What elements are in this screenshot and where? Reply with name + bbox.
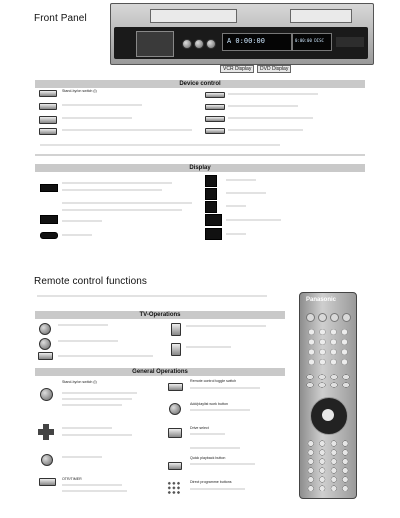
tape-slot (150, 9, 237, 23)
front-panel-image (110, 3, 372, 63)
remote-control-image (299, 292, 357, 499)
symbol-icon (205, 228, 222, 240)
text-line (62, 456, 102, 458)
text-line (226, 233, 246, 235)
otr-timer-label: OTR/TIMER (62, 477, 82, 481)
text-line (228, 93, 318, 95)
divider (35, 154, 365, 156)
text-line (190, 447, 240, 449)
text-line (226, 192, 266, 194)
symbol-icon (205, 188, 217, 200)
device-control-header: Device control (35, 80, 365, 88)
remote-enter-key (322, 409, 334, 421)
text-line (190, 433, 225, 435)
remote-key (330, 313, 339, 322)
disc-tray (290, 9, 352, 23)
toggle-switch-icon (168, 383, 183, 391)
remote-key (318, 313, 327, 322)
add-button-icon (169, 403, 181, 415)
drive-select-label: Drive select (190, 426, 209, 430)
remote-brand: Panasonic (306, 297, 337, 303)
right-controls (336, 37, 364, 47)
intro-text-line (37, 295, 267, 297)
text-line (62, 392, 137, 394)
left-button-cluster (136, 31, 174, 57)
dvd-display-label: DVD Display (257, 65, 291, 73)
panel-button[interactable] (194, 39, 204, 49)
text-line (228, 117, 313, 119)
add-playlist-label: Add/playlist work button (190, 402, 228, 406)
otr-button-icon (39, 478, 56, 486)
text-line (62, 209, 182, 211)
vcr-display-label: VCR Display (220, 65, 254, 73)
dvd-display (292, 33, 332, 51)
standby-button-icon (40, 388, 53, 401)
vcr-readout: A 0:00:00 (227, 37, 265, 45)
remote-transport-row (304, 373, 352, 389)
standby-label: Stand-by/on switch (I) (62, 380, 97, 384)
open-button-icon (205, 128, 225, 134)
toggle-switch-label: Remote control toggle switch (190, 379, 237, 383)
stop-button-icon (205, 104, 225, 110)
front-panel-title: Front Panel (34, 13, 87, 24)
text-line (226, 179, 256, 181)
general-operations-header: General Operations (35, 368, 285, 376)
symbol-icon (205, 201, 217, 213)
text-line (190, 387, 260, 389)
direct-programme-label: Direct programme buttons (190, 480, 232, 484)
symbol-icon (205, 175, 217, 187)
remote-number-grid (306, 327, 350, 367)
text-line (62, 220, 102, 222)
enter-button-icon (41, 454, 53, 466)
remote-key (342, 313, 351, 322)
cursor-pad-icon (38, 424, 54, 440)
text-line (226, 219, 281, 221)
text-line (58, 324, 108, 326)
text-line (62, 182, 172, 184)
text-line (190, 463, 255, 465)
text-line (186, 325, 266, 327)
panel-display (222, 33, 292, 51)
disc-indicator-icon (40, 232, 58, 239)
text-line (40, 144, 280, 146)
panel-button[interactable] (182, 39, 192, 49)
display-indicator-icon (40, 184, 58, 192)
device-control-first-item: Stand-by/on switch (I) (62, 89, 97, 93)
quick-playback-label: Quick playback button (190, 456, 226, 460)
text-line (190, 409, 250, 411)
eject-button-icon (39, 116, 57, 124)
tv-input-icon (39, 338, 51, 350)
play-button-icon (205, 116, 225, 122)
quick-playback-icon (168, 462, 182, 470)
text-line (62, 189, 162, 191)
text-line (58, 340, 118, 342)
number-keypad-icon (167, 481, 181, 495)
tv-channel-icon (171, 323, 181, 336)
remote-power-key (306, 313, 315, 322)
symbol-icon (205, 214, 222, 226)
rec-button-icon (205, 92, 225, 98)
display-header: Display (35, 164, 365, 172)
tv-operations-header: TV-Operations (35, 311, 285, 319)
drive-select-icon (168, 428, 182, 438)
text-line (62, 404, 122, 406)
text-line (62, 104, 142, 106)
tv-av-icon (171, 343, 181, 356)
text-line (62, 129, 192, 131)
dvd-readout: 0:00:00 DISC (295, 38, 324, 43)
text-line (58, 355, 153, 357)
text-line (186, 346, 231, 348)
text-line (226, 205, 246, 207)
channel-button-icon (39, 103, 57, 110)
text-line (62, 434, 132, 436)
standby-button-icon (39, 90, 57, 97)
text-line (62, 202, 192, 204)
text-line (62, 427, 112, 429)
text-line (62, 398, 132, 400)
tv-volume-icon (38, 352, 53, 360)
remote-lower-keys (305, 439, 351, 491)
drive-button-icon (39, 128, 57, 135)
text-line (62, 234, 92, 236)
text-line (190, 488, 245, 490)
remote-title: Remote control functions (34, 276, 148, 287)
tv-indicator-icon (40, 215, 58, 224)
tv-power-icon (39, 323, 51, 335)
text-line (62, 490, 127, 492)
text-line (228, 129, 303, 131)
text-line (62, 117, 132, 119)
panel-button[interactable] (206, 39, 216, 49)
text-line (228, 105, 298, 107)
text-line (62, 484, 122, 486)
